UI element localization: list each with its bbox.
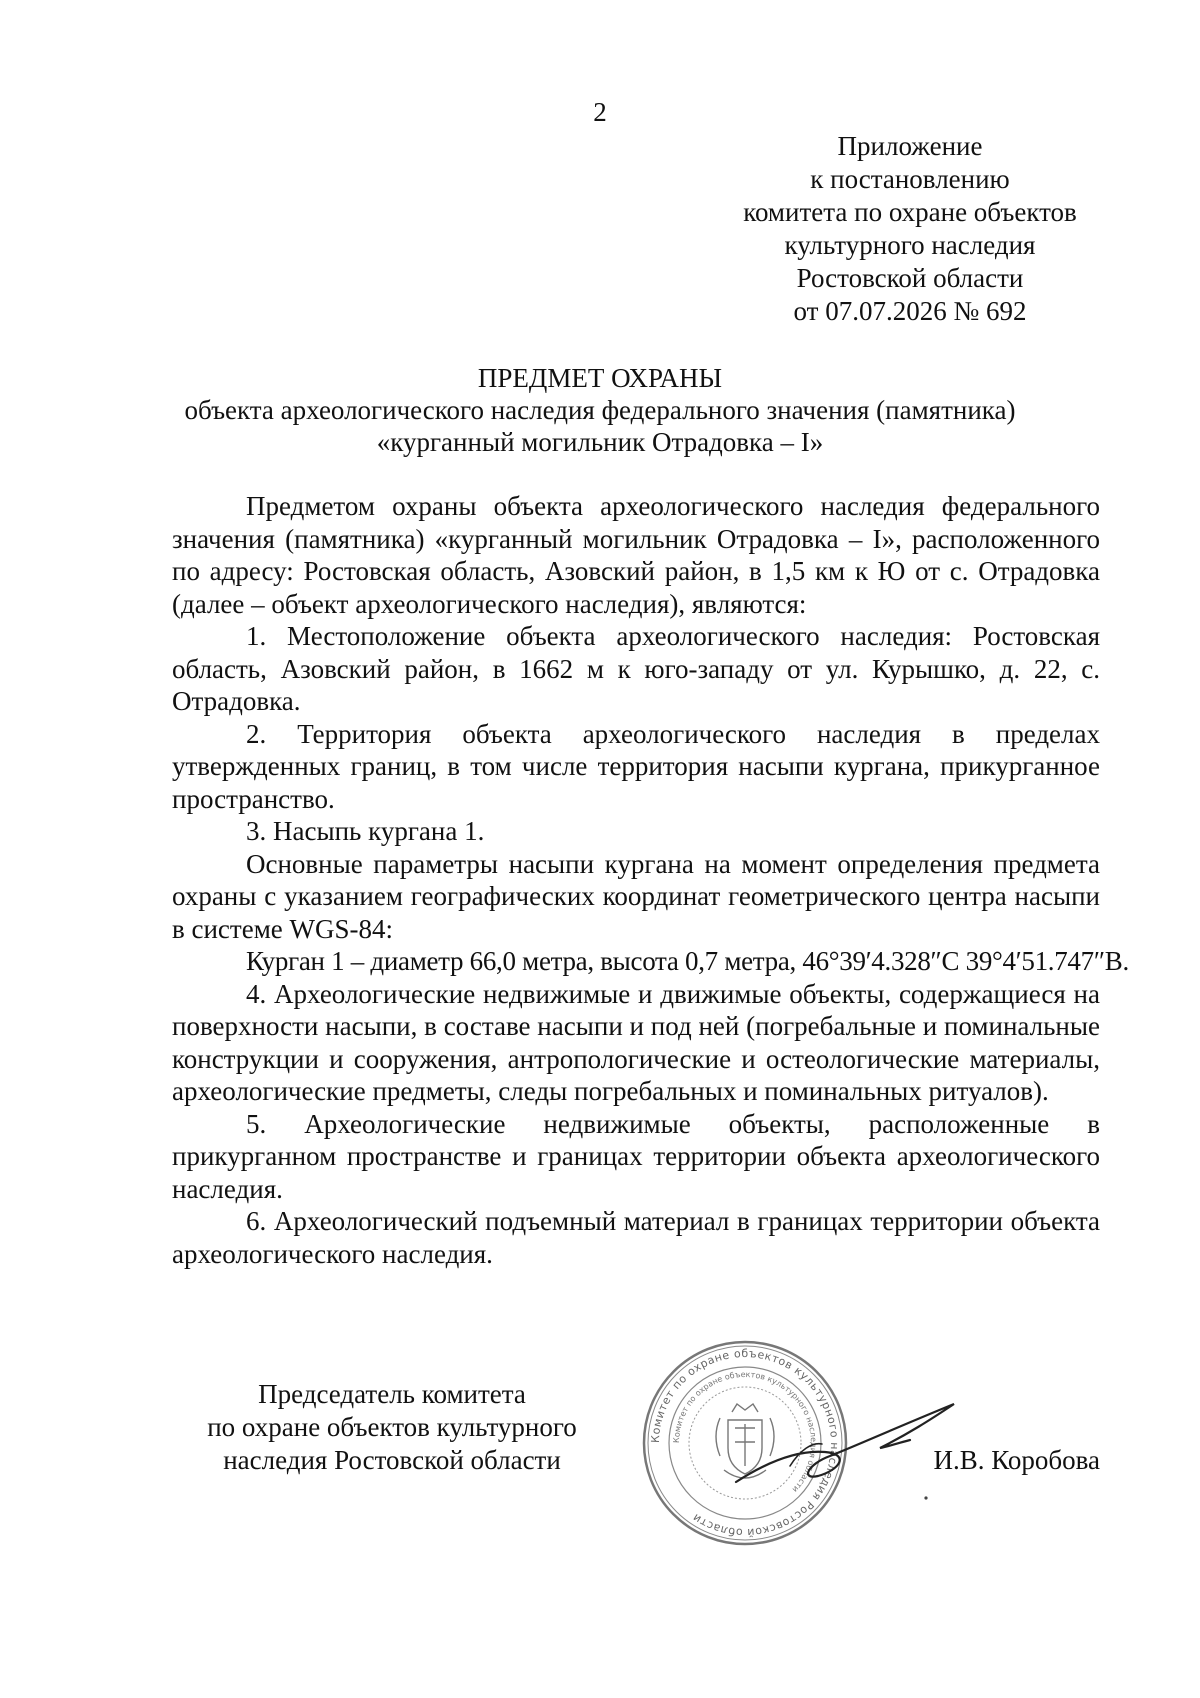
- item-2-territory: 2. Территория объекта археологического наследия в пределах утвержденных границ, в том числе территория насыпи кургана, прикурганное пространство.: [172, 718, 1100, 814]
- seal-outer-text: Комитет по охране объектов культурного наследия Ростовской области: [648, 1346, 842, 1540]
- document-body: [172, 490, 1129, 1270]
- title-object-name: «курганный могильник Отрадовка – I»: [376, 427, 824, 457]
- document-title: [0, 362, 1200, 458]
- handwritten-signature: [730, 1390, 960, 1510]
- title-heading: ПРЕДМЕТ ОХРАНЫ: [477, 363, 723, 393]
- signatory-line: наследия Ростовской области: [223, 1445, 561, 1475]
- mound-parameters-paragraph: Основные параметры насыпи кургана на момент определения предмета охраны с указанием географических координат геометрического центра насыпи в системе WGS-84:: [172, 848, 1100, 944]
- item-4-objects: 4. Археологические недвижимые и движимые объекты, содержащиеся на поверхности насыпи, в составе насыпи и под ней (погребальные и поминальные конструкции и сооружения, антропологические и остеологические материалы, археологические предметы, следы погребальных и поминальных ритуалов).: [172, 978, 1100, 1106]
- appendix-line: культурного наследия: [784, 230, 1036, 260]
- appendix-line: комитета по охране объектов: [743, 197, 1077, 227]
- seal-inner-text: Комитет по охране объектов культурного наследия области: [671, 1369, 819, 1495]
- title-subtitle: объекта археологического наследия федерального значения (памятника): [184, 395, 1016, 425]
- item-6-surface-material: 6. Археологический подъемный материал в границах территории объекта археологического наследия.: [172, 1206, 1100, 1269]
- item-1-location: 1. Местоположение объекта археологического наследия: Ростовская область, Азовский район, в 1662 м к юго-западу от ул. Курышко, д. 22, с. Отрадовка.: [172, 621, 1100, 716]
- appendix-line: к постановлению: [810, 164, 1010, 194]
- signatory-position: [172, 1378, 612, 1477]
- appendix-line: Приложение: [837, 131, 983, 161]
- signer-name: И.В. Коробова: [933, 1445, 1100, 1475]
- page-number: 2: [593, 97, 607, 127]
- item-5-immovable-objects: 5. Археологические недвижимые объекты, расположенные в прикурганном пространстве и границах территории объекта археологического наследия.: [172, 1108, 1100, 1204]
- intro-paragraph: Предметом охраны объекта археологического наследия федерального значения (памятника) «курганный могильник Отрадовка – I», расположенного по адресу: Ростовская область, Азовский район, в 1,5 км к Ю от с. Отрадовка (далее – объект археологического наследия), являются:: [172, 491, 1100, 619]
- appendix-date-number: от 07.07.2026 № 692: [793, 296, 1027, 326]
- kurgan-1-coordinates: Курган 1 – диаметр 66,0 метра, высота 0,7 метра, 46°39′4.328″С 39°4′51.747″В.: [246, 946, 1129, 976]
- appendix-block: [720, 130, 1100, 328]
- signatory-line: Председатель комитета: [258, 1379, 526, 1409]
- signatory-line: по охране объектов культурного: [207, 1412, 577, 1442]
- item-3-mound: 3. Насыпь кургана 1.: [246, 816, 485, 846]
- appendix-line: Ростовской области: [796, 263, 1024, 293]
